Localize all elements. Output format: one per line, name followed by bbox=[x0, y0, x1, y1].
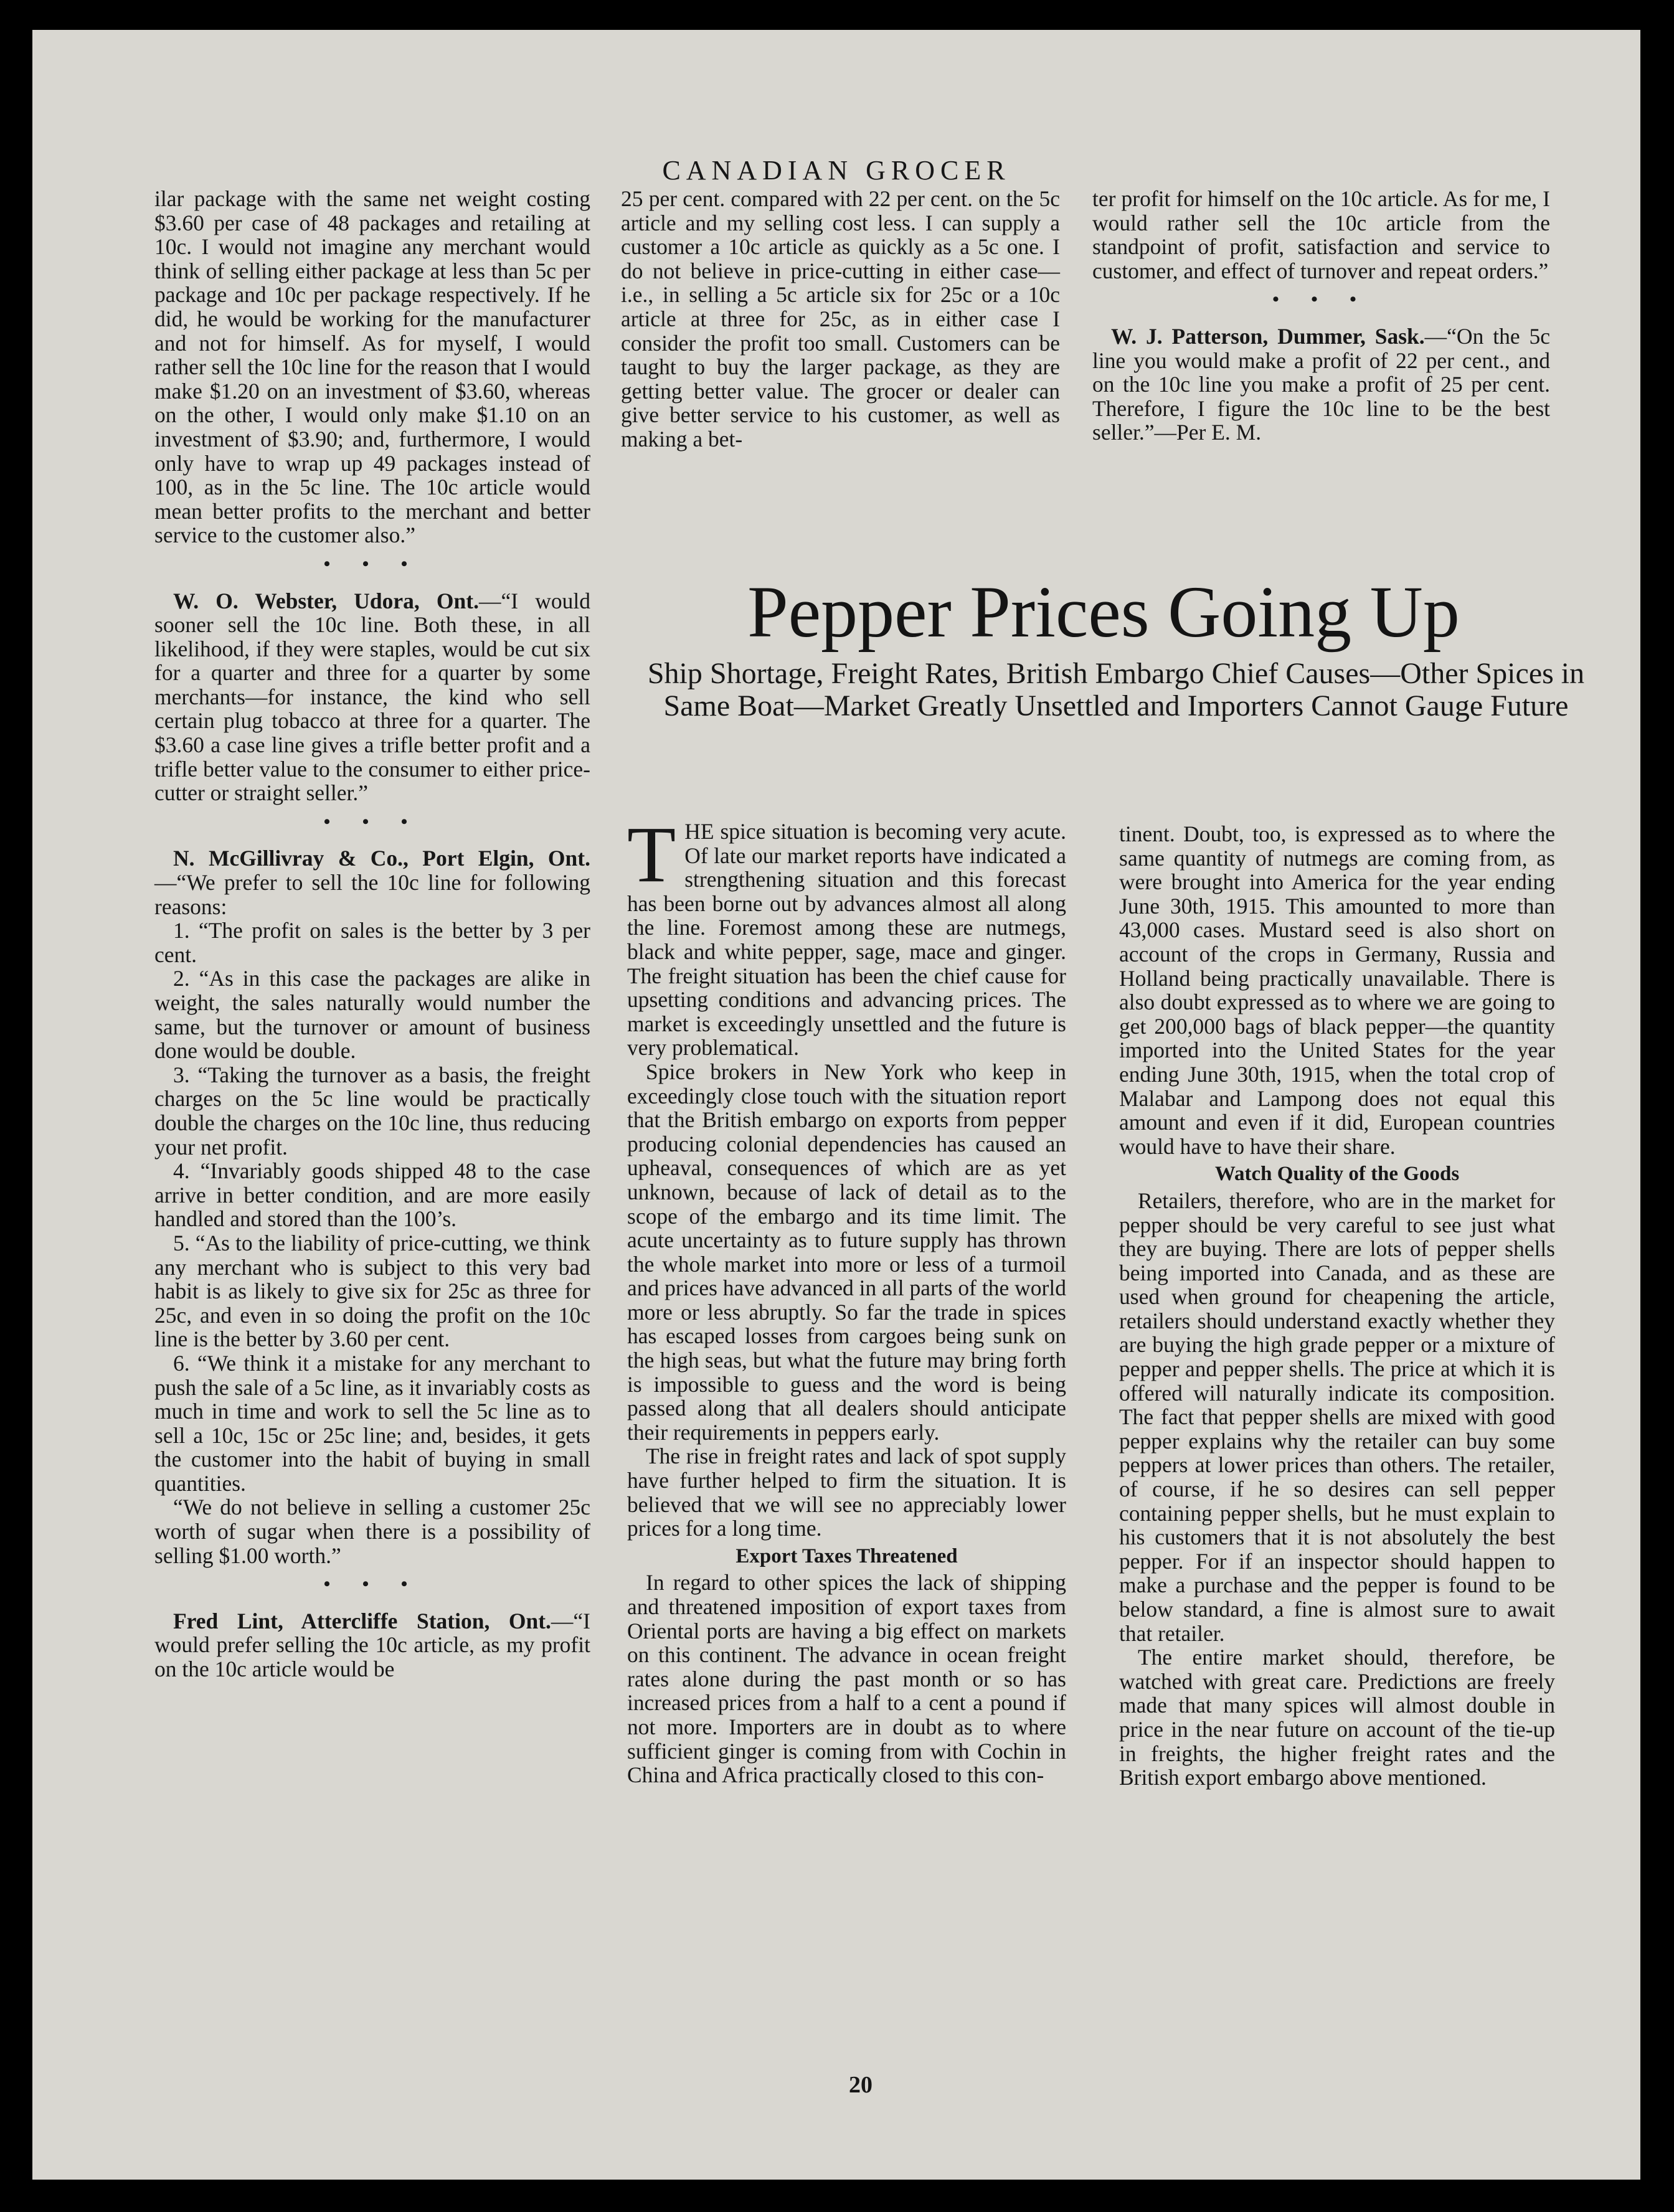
running-header: CANADIAN GROCER bbox=[662, 155, 1011, 186]
letter-lint bbox=[154, 1609, 590, 1681]
reason-1: 1. “The profit on sales is the better by 3 per cent. bbox=[154, 918, 590, 967]
correspondent-name: Fred Lint, Attercliffe Station, Ont. bbox=[173, 1608, 551, 1633]
section-separator: • • • bbox=[323, 811, 422, 832]
letter-mcgillivray bbox=[154, 846, 590, 919]
reason-6: 6. “We think it a mistake for any merchant to push the sale of a 5c line, as it invariably costs as much in time and work to sell the 5c line as to sell a 10c, 15c or 25c line; and, besides, it gets the customer into the habit of buying in small quantities. bbox=[154, 1350, 590, 1496]
section-separator: • • • bbox=[323, 553, 422, 574]
paragraph: ilar package with the same net weight costing $3.60 per case of 48 packages and retailing at 10c. I would not imagine any merchant would think of selling either package at less than 5c per package and 10c per package respectively. If he did, he would be working for the manufacturer and not for himself. As for myself, I would rather sell the 10c line for the reason that I would make $1.20 on an investment of $3.60, whereas on the other, I would only make $1.10 on an investment of $3.90; and, furthermore, I would only have to wrap up 49 packages instead of 100, as in the 5c line. The 10c article would mean better profits to the merchant and better service to the customer also.” bbox=[154, 186, 590, 548]
article-column-2 bbox=[1119, 822, 1555, 1790]
letter-text: —“I would sooner sell the 10c line. Both these, in all likelihood, if they were staples, would be cut six for a quarter and three for a quarter by some merchants—for instance, the kind who sell certain plug tobacco at three for a quarter. The $3.60 a case line gives a trifle better profit and a trifle better value to the consumer to either price-cutter or straight seller.” bbox=[154, 588, 590, 806]
column-2 bbox=[621, 187, 1060, 451]
page-number: 20 bbox=[849, 2072, 872, 2098]
section-separator: • • • bbox=[323, 1574, 422, 1595]
correspondent-name: N. McGillivray & Co., Port Elgin, Ont. bbox=[173, 846, 590, 871]
letter-text: —“We prefer to sell the 10c line for following reasons: bbox=[154, 870, 590, 919]
drop-cap: T bbox=[627, 810, 676, 899]
letter-text: —“On the 5c line you would make a profit of 22 per cent., and on the 10c line you make a profit of 25 per cent. Therefore, I figure the 10c line to be the best seller.”—Per E. M. bbox=[1092, 323, 1550, 445]
article-paragraph bbox=[627, 810, 1066, 1061]
reason-3: 3. “Taking the turnover as a basis, the freight charges on the 5c line would be practically double the charges on the 10c line, thus reducing your net profit. bbox=[154, 1062, 590, 1160]
reason-4: 4. “Invariably goods shipped 48 to the case arrive in better condition, and are more easily handled and stored than the 100’s. bbox=[154, 1158, 590, 1232]
paragraph-text: HE spice situation is becoming very acute. Of late our market reports have indicated a strengthening situation and this forecast has been borne out by advances almost all along the line. Foremost among these are nutmegs, black and white pepper, sage, mace and ginger. The freight situation has been the chief cause for upsetting conditions and advancing prices. The market is exceedingly unsettled and the future is very problematical. bbox=[627, 819, 1066, 1061]
correspondent-name: W. O. Webster, Udora, Ont. bbox=[173, 588, 479, 613]
letter-patterson bbox=[1092, 324, 1550, 445]
article-paragraph: tinent. Doubt, too, is expressed as to where the same quantity of nutmegs are coming from, as were brought into America for the year ending June 30th, 1915. This amounted to more than 43,000 cases. Mustard seed is also short on account of the crops in Germany, Russia and Holland being practically unavailable. There is also doubt expressed as to where we are going to get 200,000 bags of black pepper—the quantity imported into the United States for the year ending June 30th, 1915, when the total crop of Malabar and Lampong does not equal this amount and even if it did, European countries would have to have their share. bbox=[1119, 821, 1555, 1159]
column-1 bbox=[154, 187, 590, 1681]
letter-webster bbox=[154, 589, 590, 805]
reason-7: “We do not believe in selling a customer 25c worth of sugar when there is a possibility of selling $1.00 worth.” bbox=[154, 1495, 590, 1568]
correspondent-name: W. J. Patterson, Dummer, Sask. bbox=[1111, 323, 1425, 349]
paragraph: 25 per cent. compared with 22 per cent. on the 5c article and my selling cost less. I can supply a customer a 10c article as quickly as a 5c one. I do not believe in price-cutting in either case—i.e., in selling a 5c article six for 25c or a 10c article at three for 25c, as in either case I consider the profit too small. Customers can be taught to buy the larger package, as they are getting better value. The grocer or dealer can give better service to his customer, as well as making a bet- bbox=[621, 186, 1060, 451]
article-paragraph: The rise in freight rates and lack of spot supply have further helped to firm the situation. It is believed that we will see no appreciably lower prices for a long time. bbox=[627, 1444, 1066, 1541]
article-headline: Pepper Prices Going Up bbox=[747, 571, 1460, 653]
reason-5: 5. “As to the liability of price-cutting, we think any merchant who is subject to this very bad habit is as likely to give six for 25c as three for 25c, and even in so doing the profit on the 10c line is the better by 3.60 per cent. bbox=[154, 1230, 590, 1352]
letter-text: —“I would prefer selling the 10c article, as my profit on the 10c article would be bbox=[154, 1608, 590, 1682]
section-subhead: Export Taxes Threatened bbox=[735, 1544, 958, 1567]
paragraph: ter profit for himself on the 10c article. As for me, I would rather sell the 10c article from the standpoint of profit, satisfaction and service to customer, and effect of turnover and repeat orders.” bbox=[1092, 186, 1550, 283]
reason-2: 2. “As in this case the packages are alike in weight, the sales naturally would number the same, but the turnover or amount of business done would be double. bbox=[154, 966, 590, 1064]
article-paragraph: Spice brokers in New York who keep in exceedingly close touch with the situation report that the British embargo on exports from pepper producing colonial dependencies has caused an upheaval, consequences of which are as yet unknown, because of lack of detail as to the scope of the embargo and its time limit. The acute uncertainty as to future supply has thrown the whole market into more or less of a turmoil and prices have advanced in all parts of the world more or less abruptly. So far the trade in spices has escaped losses from cargoes being sunk on the high seas, but what the future may bring forth is impossible to guess and the word is being passed along that all dealers should anticipate their requirements in peppers early. bbox=[627, 1059, 1066, 1445]
article-paragraph: In regard to other spices the lack of shipping and threatened imposition of export taxes from Oriental ports are having a big effect on markets on this continent. The advance in ocean freight rates alone during the past month or so has increased prices from a half to a cent a pound if not more. Importers are in doubt as to where sufficient ginger is coming from with Cochin in China and Africa practically closed to this con- bbox=[627, 1570, 1066, 1788]
article-subheadline: Ship Shortage, Freight Rates, British Embargo Chief Causes—Other Spices in Same Boat—Market Greatly Unsettled and Importers Cannot Gauge Future bbox=[647, 657, 1585, 722]
section-subhead: Watch Quality of the Goods bbox=[1214, 1163, 1460, 1186]
column-3 bbox=[1092, 187, 1550, 445]
article-column-1 bbox=[627, 810, 1066, 1788]
article-paragraph: The entire market should, therefore, be watched with great care. Predictions are freely made that many spices will almost double in price in the near future on account of the tie-up in freights, the higher freight rates and the British export embargo above mentioned. bbox=[1119, 1645, 1555, 1790]
article-paragraph: Retailers, therefore, who are in the market for pepper should be very careful to see just what they are buying. There are lots of pepper shells being imported into Canada, and as these are used when ground for cheapening the article, retailers should understand exactly whether they are buying the high grade pepper or a mixture of pepper and pepper shells. The price at which it is offered will naturally indicate its composition. The fact that pepper shells are mixed with good pepper explains why the retailer can buy some peppers at lower prices than others. The retailer, of course, if he so desires can sell pepper containing pepper shells, but he must explain to his customers that it is not absolutely the best pepper. For if an inspector should happen to make a purchase and the pepper is found to be below standard, a fine is almost sure to await that retailer. bbox=[1119, 1188, 1555, 1646]
section-separator: • • • bbox=[1272, 289, 1370, 310]
newspaper-page bbox=[32, 30, 1640, 2180]
